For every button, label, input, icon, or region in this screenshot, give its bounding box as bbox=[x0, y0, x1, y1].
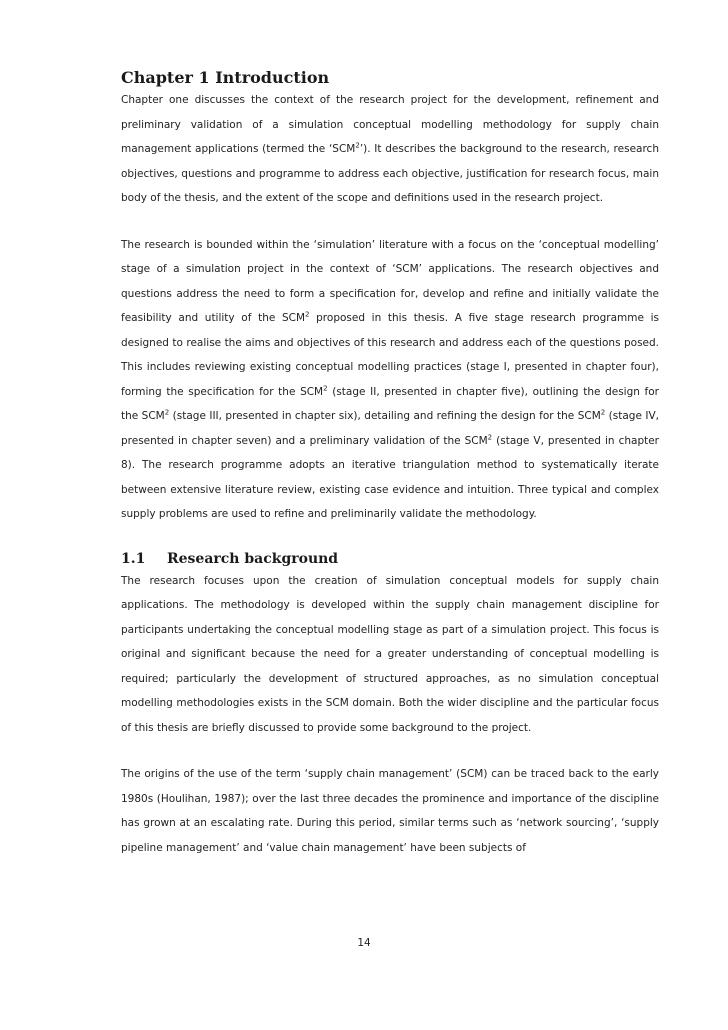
document-page bbox=[121, 68, 659, 860]
superscript: 2 bbox=[487, 433, 493, 441]
text-run: (stage V, presented in chapter 8). The research programme adopts an iterative triangulation method to systematically iterate between extensive literature review, existing case evidence and intuition. Three typical and complex supply problems are used to refine and preliminarily validate the methodology. bbox=[121, 434, 659, 520]
text-run: Chapter one discusses the context of the research project for the development, refinement and preliminary validation of a simulation conceptual modelling methodology for supply chain management applications (termed the ‘SCM bbox=[121, 94, 659, 155]
superscript: 2 bbox=[355, 141, 360, 150]
text-run: (stage II, presented in chapter five), outlining the design for the SCM bbox=[121, 385, 659, 422]
section-heading bbox=[121, 549, 659, 569]
paragraph-scm-origins: The origins of the use of the term ‘supply chain management’ (SCM) can be traced back to the early 1980s (Houlihan, 1987); over the last three decades the prominence and importance of the discipline has grown at an escalating rate. During this period, similar terms such as ‘network sourcing’, ‘supply pipeline management’ and ‘value chain management’ have been subjects of bbox=[121, 768, 659, 854]
superscript: 2 bbox=[600, 408, 606, 417]
superscript: 2 bbox=[323, 384, 328, 392]
paragraph-research-scope bbox=[121, 233, 659, 527]
paragraph-gap bbox=[121, 211, 659, 233]
section-title: Research background bbox=[167, 550, 339, 567]
text-run: (stage III, presented in chapter six), detailing and refining the design for the SCM bbox=[169, 410, 601, 422]
paragraph-gap bbox=[121, 527, 659, 549]
page-number: 14 bbox=[357, 937, 371, 949]
paragraph-research-background: The research focuses upon the creation of simulation conceptual models for supply chain applications. The methodology is developed within the supply chain management discipline for participants undertaking the conceptual modelling stage as part of a simulation project. This focus is original and significant because the need for a greater understanding of conceptual modelling is required; particularly the development of structured approaches, as no simulation conceptual modelling methodologies exists in the SCM domain. Both the wider discipline and the particular focus of this thesis are briefly discussed to provide some background to the project. bbox=[121, 574, 659, 734]
paragraph-gap bbox=[121, 740, 659, 762]
section-number: 1.1 bbox=[121, 550, 146, 567]
chapter-heading: Chapter 1 Introduction bbox=[121, 68, 330, 87]
text-run: proposed in this thesis. A five stage research programme is designed to realise the aims and objectives of this research and address each of the questions posed. This includes reviewing existing conceptual modelling practices (stage I, presented in chapter four), forming the specification for the SCM bbox=[121, 312, 659, 398]
superscript: 2 bbox=[305, 310, 310, 319]
text-run: (stage IV, presented in chapter seven) and a preliminary validation of the SCM bbox=[121, 410, 659, 447]
superscript: 2 bbox=[164, 408, 170, 417]
text-run: The research is bounded within the ‘simulation’ literature with a focus on the ‘conceptual modelling’ stage of a simulation project in the context of ‘SCM’ applications. The research objectives and questions address the need to form a specification for, develop and refine and initially validate the feasibility and utility of the SCM bbox=[121, 238, 659, 324]
paragraph-chapter-overview bbox=[121, 88, 659, 211]
text-run: ’). It describes the background to the research, research objectives, questions and programme to address each objective, justification for research focus, main body of the thesis, and the extent of the scope and definitions used in the research project. bbox=[121, 143, 659, 204]
